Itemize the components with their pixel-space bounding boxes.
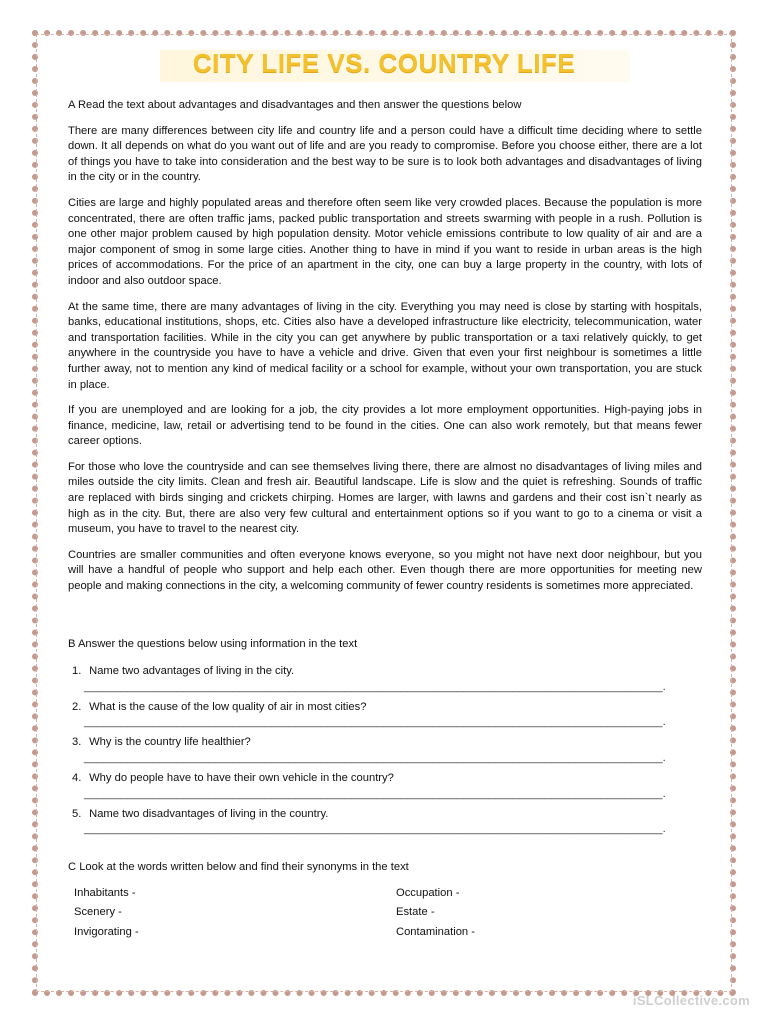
section-b-heading: B Answer the questions below using information in the text bbox=[68, 637, 358, 650]
question-number: 5. bbox=[72, 807, 82, 820]
answer-line[interactable]: _____________________________________________________________________________________________. bbox=[84, 680, 666, 693]
answer-line[interactable]: _____________________________________________________________________________________________. bbox=[84, 787, 666, 800]
question-text: Name two advantages of living in the city. bbox=[89, 665, 295, 678]
question-number: 4. bbox=[72, 772, 82, 784]
question-text: Name two disadvantages of living in the country. bbox=[89, 807, 329, 820]
question-item bbox=[72, 771, 702, 801]
paragraph: Countries are smaller communities and often everyone knows everyone, so you might not have next door neighbour, but you will have a handful of people who support and help each other. Even though there are more opportunities for meeting new people and making connections in the city, a welcoming community of fewer country residents is sometimes more appreciated. bbox=[68, 548, 702, 593]
question-list bbox=[68, 664, 702, 836]
question-number: 2. bbox=[72, 700, 82, 713]
question-item bbox=[72, 700, 702, 730]
answer-line[interactable]: _____________________________________________________________________________________________. bbox=[84, 823, 666, 836]
question-text: What is the cause of the low quality of air in most cities? bbox=[89, 700, 367, 713]
paragraph: At the same time, there are many advantages of living in the city. Everything you may need is close by starting with hospitals, banks, educational institutions, shops, etc. Cities also have a developed infrastructure like electricity, telecommunication, water and transportation facilities. While in the city you can get anywhere by public transportation or a taxi relatively quickly, to get anywhere in the countryside you have to have a vehicle and drive. Given that even your first neighbour is sometimes a little further away, not to mention any kind of medical facility or a school for example, without your own transportation, you are stuck in place. bbox=[68, 300, 702, 391]
question-item bbox=[72, 664, 702, 694]
question-number: 1. bbox=[72, 665, 82, 678]
paragraph: If you are unemployed and are looking for a job, the city provides a lot more employment opportunities. High-paying jobs in finance, medicine, law, retail or advertising tend to be found in the cities. One can also work remotely, but that means fewer career options. bbox=[68, 404, 702, 448]
synonym-word: Occupation - bbox=[396, 886, 460, 899]
section-a-heading: A Read the text about advantages and disadvantages and then answer the questions below bbox=[68, 99, 522, 111]
answer-line[interactable]: _____________________________________________________________________________________________. bbox=[84, 752, 666, 764]
synonym-word: Contamination - bbox=[396, 925, 475, 938]
answer-line[interactable]: _____________________________________________________________________________________________. bbox=[84, 716, 666, 729]
question-item bbox=[72, 735, 702, 765]
paragraph: There are many differences between city life and country life and a person could have a difficult time deciding where to settle down. It all depends on what do you want out of life and are you ready to compromise. Before you choose either, there are a lot of things you have to take into consideration and the best way to be sure is to look both advantages and disadvantages of living in the city or in the country. bbox=[68, 124, 702, 184]
synonym-word: Invigorating - bbox=[74, 925, 139, 938]
section-c-heading: C Look at the words written below and find their synonyms in the text bbox=[68, 861, 409, 874]
watermark-logo: iSLCollective.com bbox=[632, 993, 750, 1008]
question-item bbox=[72, 807, 702, 837]
worksheet-content bbox=[68, 98, 702, 941]
question-number: 3. bbox=[72, 736, 82, 749]
question-text: Why do people have to have their own vehicle in the country? bbox=[89, 772, 394, 784]
question-text: Why is the country life healthier? bbox=[89, 736, 251, 749]
paragraph: Cities are large and highly populated areas and therefore often seem like very crowded places. Because the population is more concentrated, there are often traffic jams, packed public transportation and streets swarming with people in a rush. Pollution is one other major problem caused by high population density. Motor vehicle emissions contribute to low quality of air and are a major component of smog in some large cities. Another thing to have in mind if you want to reside in urban areas is the high prices of accommodations. For the price of an apartment in the city, one can buy a large property in the country, with lots of indoor and also outdoor space. bbox=[68, 196, 702, 287]
synonym-grid bbox=[74, 886, 702, 941]
paragraph: For those who love the countryside and can see themselves living there, there are almost no disadvantages of living miles and miles outside the city limits. Clean and fresh air. Beautiful landscape. Life is slow and the quiet is refreshing. Sounds of traffic are replaced with birds singing and crickets chirping. Homes are larger, with lawns and gardens and their cost isn`t nearly as high as in the city. But, there are also very few cultural and entertainment options so if you want to go to a cinema or visit a museum, you have to travel to the nearest city. bbox=[68, 460, 702, 536]
worksheet-title: CITY LIFE VS. COUNTRY LIFE bbox=[192, 48, 576, 78]
synonym-word: Estate - bbox=[396, 906, 435, 919]
synonym-word: Scenery - bbox=[74, 906, 122, 919]
synonym-word: Inhabitants - bbox=[74, 886, 136, 899]
